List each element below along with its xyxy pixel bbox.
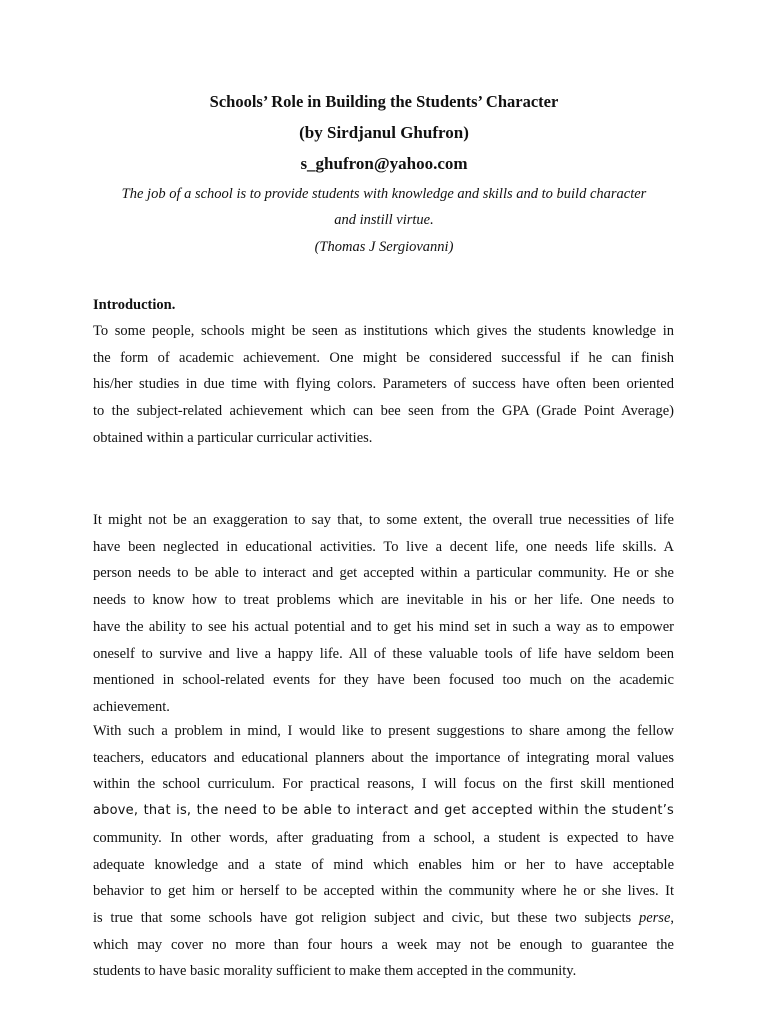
paragraph-line: person needs to be able to interact and get accepted within a particular community. He or she	[93, 565, 674, 582]
paragraph-line: to the subject-related achievement which can bee seen from the GPA (Grade Point Average)	[93, 403, 674, 420]
paragraph-line: mentioned in school-related events for they have been focused too much on the academic	[93, 672, 674, 689]
author-email: s_ghufron@yahoo.com	[300, 154, 468, 173]
paragraph-line: community. In other words, after graduating from a school, a student is expected to have	[93, 829, 674, 846]
paragraph-line: To some people, schools might be seen as institutions which gives the students knowledge in	[93, 323, 674, 339]
paragraph-line: behavior to get him or herself to be accepted within the community where he or she lives. It	[93, 883, 674, 900]
paragraph-line: above, that is, the need to be able to interact and get accepted within the student’s	[93, 803, 674, 819]
paragraph-line-with-italic	[93, 905, 674, 932]
paragraph-3	[93, 718, 674, 985]
paragraph-2	[93, 507, 674, 721]
paragraph-line: obtained within a particular curricular activities.	[93, 429, 373, 446]
paragraph-line: With such a problem in mind, I would like to present suggestions to share among the fellow	[93, 723, 674, 739]
paragraph-line: which may cover no more than four hours a week may not be enough to guarantee the	[93, 936, 674, 953]
section-heading-introduction: Introduction.	[93, 297, 176, 313]
paragraph-line: have the ability to see his actual potential and to get his mind set in such a way as to empower	[93, 618, 674, 635]
paragraph-line: his/her studies in due time with flying colors. Parameters of success have often been oriented	[93, 376, 674, 393]
document-title: Schools’ Role in Building the Students’ Character	[209, 92, 559, 111]
paragraph-line: It might not be an exaggeration to say that, to some extent, the overall true necessities of life	[93, 512, 674, 528]
paragraph-line: needs to know how to treat problems which are inevitable in his or her life. One needs to	[93, 592, 674, 609]
paragraph-line: achievement.	[93, 698, 170, 715]
paragraph-line: within the school curriculum. For practical reasons, I will focus on the first skill mentioned	[93, 776, 674, 793]
epigraph-attribution: (Thomas J Sergiovanni)	[314, 239, 454, 255]
italic-word: perse	[638, 909, 671, 926]
paragraph-line: the form of academic achievement. One might be considered successful if he can finish	[93, 349, 674, 366]
paragraph-line: adequate knowledge and a state of mind which enables him or her to have acceptable	[93, 856, 674, 873]
author-byline: (by Sirdjanul Ghufron)	[299, 123, 469, 142]
paragraph-line: students to have basic morality sufficient to make them accepted in the community.	[93, 963, 577, 980]
epigraph-line-1: The job of a school is to provide students with knowledge and skills and to build character	[121, 186, 647, 202]
paragraph-line: oneself to survive and live a happy life. All of these valuable tools of life have seldom been	[93, 645, 674, 662]
paragraph-line: have been neglected in educational activities. To live a decent life, one needs life skills. A	[93, 538, 674, 555]
paragraph-1	[93, 318, 674, 452]
paragraph-line: teachers, educators and educational planners about the importance of integrating moral values	[93, 749, 674, 766]
epigraph-line-2: and instill virtue.	[334, 212, 434, 228]
line-punctuation: ,	[670, 909, 675, 926]
line-text: is true that some schools have got religion subject and civic, but these two subjects	[93, 909, 632, 926]
